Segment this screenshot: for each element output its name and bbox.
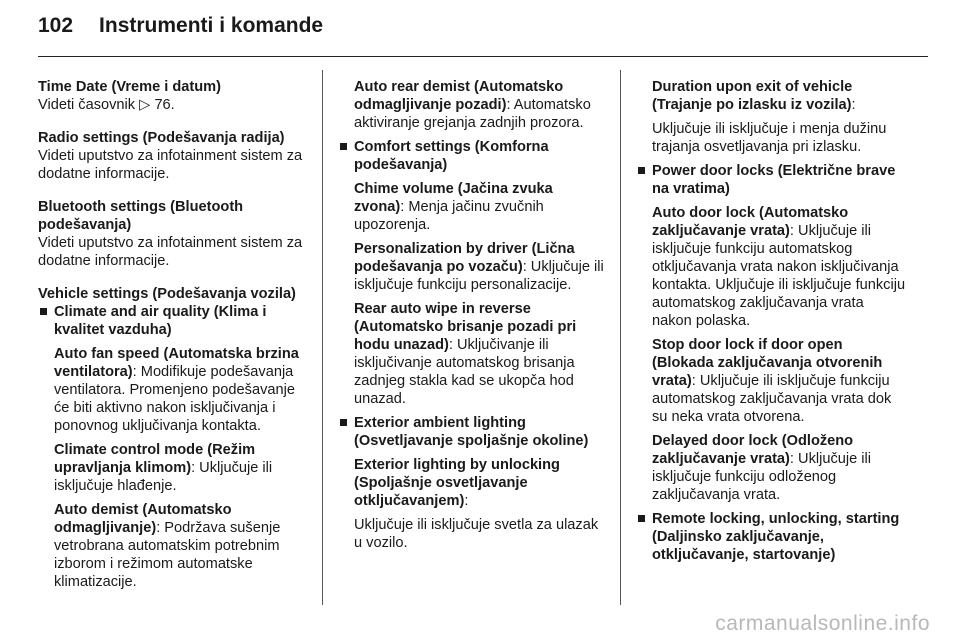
column-2	[338, 78, 606, 558]
column-divider	[620, 70, 621, 605]
bullet-ambient-lighting	[338, 414, 606, 450]
setting-rear-demist	[338, 78, 606, 132]
setting-colon: :	[464, 493, 469, 509]
watermark: carmanualsonline.info	[715, 612, 930, 635]
setting-text: : Uključuje ili isključuje hlađenje.	[54, 460, 273, 494]
bullet-comfort	[338, 138, 606, 174]
bullet-square-icon	[638, 515, 645, 522]
bullet-remote	[636, 510, 906, 564]
ref-text: Videti časovnik	[38, 97, 136, 113]
setting-rear-wipe	[338, 300, 606, 408]
setting-chime	[338, 180, 606, 234]
setting-title: Rear auto wipe in reverse (Automatsko brisanje pozadi pri hodu unazad)	[354, 301, 577, 353]
column-3	[636, 78, 906, 570]
bullet-square-icon	[638, 167, 645, 174]
setting-text: : Modifikuje podešavanja ventilatora. Promenjeno podešavanje će biti aktivno nakon isključivanja i ponovnog uključivanja kontakta.	[54, 364, 295, 434]
section-radio	[38, 129, 306, 183]
bullet-heading: Remote locking, unlocking, starting (Daljinsko zaključavanje, otključavanje, startovanje)	[652, 511, 900, 563]
bullet-heading: Climate and air quality (Klima i kvalitet vazduha)	[54, 304, 267, 338]
section-title: Time Date (Vreme i datum)	[38, 79, 222, 95]
bullet-power-locks	[636, 162, 906, 198]
setting-text: : Podržava sušenje vetrobrana automatskim potrebnim izborom i režimom automatske klimatizacije.	[54, 520, 281, 590]
setting-text-block: Uključuje ili isključuje i menja dužinu trajanja osvetljavanja pri izlasku.	[652, 121, 887, 155]
setting-climate-mode	[38, 441, 306, 495]
page-ref-link[interactable]: 76.	[154, 97, 175, 113]
header-rule	[38, 56, 928, 57]
setting-delayed-door-lock	[636, 432, 906, 504]
setting-personalization	[338, 240, 606, 294]
setting-colon: :	[851, 97, 856, 113]
section-vehicle	[38, 285, 306, 591]
bullet-heading: Comfort settings (Komforna podešavanja)	[354, 139, 549, 173]
setting-title: Auto door lock (Automatsko zaključavanje vrata)	[652, 205, 849, 239]
setting-stop-door-lock	[636, 336, 906, 426]
setting-fan	[38, 345, 306, 435]
setting-title: Delayed door lock (Odloženo zaključavanje vrata)	[652, 433, 854, 467]
setting-text: : Automatsko aktiviranje grejanja zadnjih prozora.	[354, 97, 591, 131]
setting-text: : Uključuje ili isključuje funkciju odloženog zaključavanja vrata.	[652, 451, 872, 503]
page-number: 102	[38, 14, 74, 37]
setting-title: Personalization by driver (Lična podešavanja po vozaču)	[354, 241, 575, 275]
setting-unlock-lighting	[338, 456, 606, 510]
section-title: Bluetooth settings (Bluetooth podešavanja)	[38, 199, 244, 233]
setting-title: Auto fan speed (Automatska brzina ventilatora)	[54, 346, 299, 380]
section-bluetooth	[38, 198, 306, 270]
setting-title: Auto demist (Automatsko odmagljivanje)	[54, 502, 232, 536]
section-text	[38, 96, 306, 114]
setting-title: Duration upon exit of vehicle (Trajanje po izlasku iz vozila)	[652, 79, 853, 113]
setting-text: : Uključuje ili isključuje funkciju automatskog zaključavanja vrata dok su neka vrata otvorena.	[652, 373, 892, 425]
page-header	[38, 14, 323, 54]
page-ref-arrow-icon: ▷	[139, 97, 151, 113]
column-1	[38, 78, 306, 597]
setting-title: Chime volume (Jačina zvuka zvona)	[354, 181, 553, 215]
setting-exit-duration	[636, 78, 906, 114]
setting-title: Auto rear demist (Automatsko odmagljivanje pozadi)	[354, 79, 564, 113]
section-title: Vehicle settings (Podešavanja vozila)	[38, 286, 296, 302]
setting-auto-demist	[38, 501, 306, 591]
setting-auto-door-lock	[636, 204, 906, 330]
setting-text: : Uključuje ili isključuje funkciju automatskog otključavanja vrata nakon isključivanja kontakta. Uključuje ili isključuje funkciju automatskog zaključavanja vrata nakon polaska.	[652, 223, 906, 329]
bullet-heading: Power door locks (Električne brave na vratima)	[652, 163, 896, 197]
page-title: Instrumenti i komande	[99, 14, 324, 37]
bullet-heading: Exterior ambient lighting (Osvetljavanje spoljašnje okoline)	[354, 415, 589, 449]
bullet-square-icon	[40, 308, 47, 315]
bullet-square-icon	[340, 419, 347, 426]
setting-title: Stop door lock if door open (Blokada zaključavanja otvorenih vrata)	[652, 337, 883, 389]
column-divider	[322, 70, 323, 605]
section-time-date	[38, 78, 306, 114]
setting-title: Climate control mode (Režim upravljanja klimom)	[54, 442, 256, 476]
section-title: Radio settings (Podešavanja radija)	[38, 130, 285, 146]
section-text: Videti uputstvo za infotainment sistem za dodatne informacije.	[38, 235, 303, 269]
setting-text: : Uključivanje ili isključivanje automatskog brisanja zadnjeg stakla kad se ukopča hod unazad.	[354, 337, 575, 407]
section-text: Videti uputstvo za infotainment sistem za dodatne informacije.	[38, 148, 303, 182]
bullet-square-icon	[340, 143, 347, 150]
setting-text: : Menja jačinu zvučnih upozorenja.	[354, 199, 544, 233]
setting-text-block: Uključuje ili isključuje svetla za ulazak u vozilo.	[354, 517, 599, 551]
bullet-climate	[38, 303, 306, 339]
setting-text: : Uključuje ili isključuje funkciju personalizacije.	[354, 259, 604, 293]
setting-title: Exterior lighting by unlocking (Spoljašnje osvetljavanje otključavanjem)	[354, 457, 560, 509]
